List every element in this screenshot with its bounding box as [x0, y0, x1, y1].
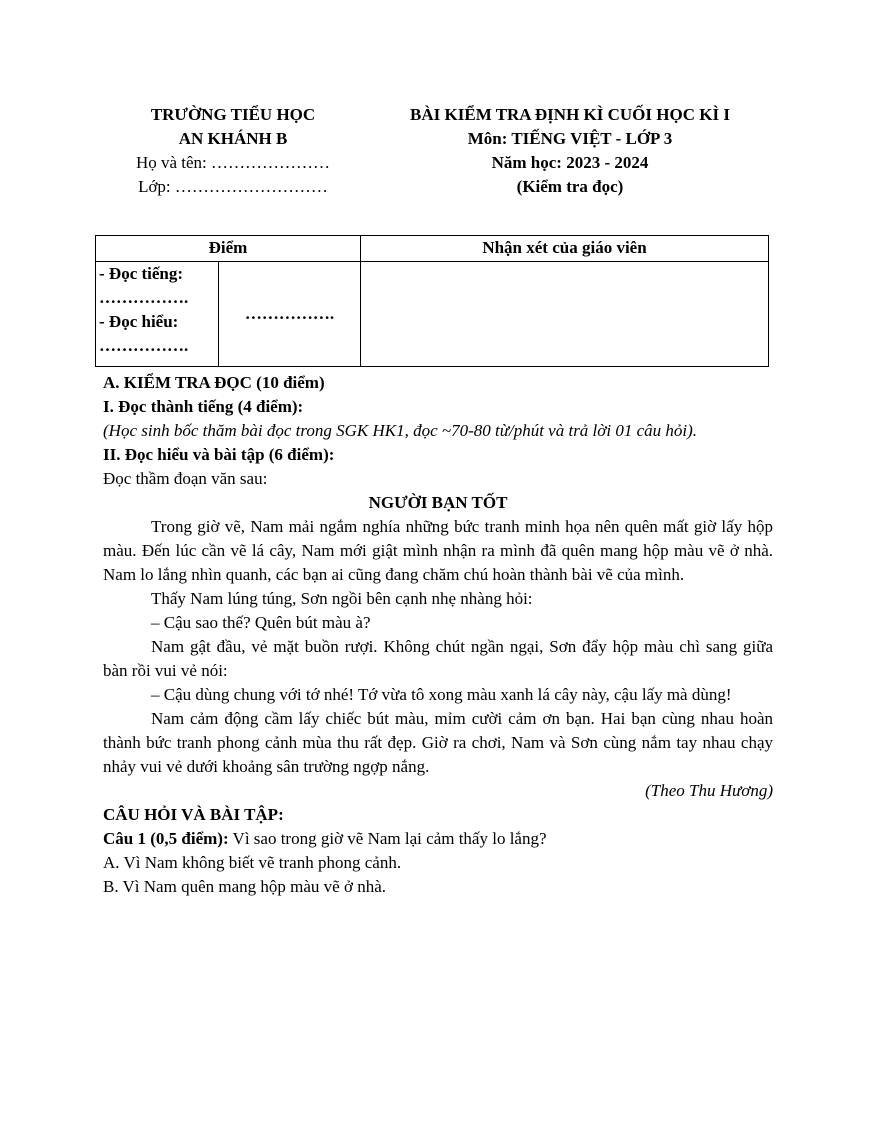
story-paragraph: – Cậu dùng chung với tớ nhé! Tớ vừa tô xong màu xanh lá cây này, cậu lấy mà dùng! — [151, 685, 732, 704]
score-column-header: Điểm — [96, 236, 361, 262]
student-class-field: Lớp: ……………………… — [138, 177, 328, 196]
exam-body — [103, 371, 773, 899]
story-paragraph: Nam gật đầu, vẻ mặt buồn rượi. Không chút ngần ngại, Sơn đẩy hộp màu chì sang giữa bàn rồi vui vẻ nói: — [103, 637, 773, 680]
total-score-blank: ……………. — [244, 304, 335, 323]
question-1-option-b: B. Vì Nam quên mang hộp màu vẽ ở nhà. — [103, 877, 386, 896]
student-name-field: Họ và tên: ………………… — [135, 153, 331, 172]
teacher-comment-cell — [361, 262, 769, 367]
reading-aloud-label: - Đọc tiếng: — [99, 264, 184, 283]
story-paragraph: Thấy Nam lúng túng, Sơn ngồi bên cạnh nhẹ nhàng hỏi: — [151, 589, 533, 608]
story-source: (Theo Thu Hương) — [645, 781, 773, 800]
part1-title: I. Đọc thành tiếng (4 điểm): — [103, 397, 304, 416]
exam-subject: Môn: TIẾNG VIỆT - LỚP 3 — [467, 129, 673, 148]
question-1 — [103, 827, 773, 851]
score-table — [95, 235, 769, 367]
reading-comprehension-score-blank: ……………. — [99, 336, 189, 355]
school-name-line1: TRƯỜNG TIỂU HỌC — [150, 105, 316, 124]
exam-type: (Kiểm tra đọc) — [516, 177, 624, 196]
exam-page — [99, 103, 773, 896]
question-1-text: Vì sao trong giờ vẽ Nam lại cảm thấy lo lắng? — [228, 829, 547, 848]
school-info — [103, 103, 363, 199]
story-title: NGƯỜI BẠN TỐT — [368, 493, 508, 512]
exam-header — [103, 103, 773, 211]
school-year: Năm học: 2023 - 2024 — [491, 153, 649, 172]
reading-comprehension-label: - Đọc hiểu: — [99, 312, 179, 331]
exam-title: BÀI KIỂM TRA ĐỊNH KÌ CUỐI HỌC KÌ I — [410, 105, 730, 124]
school-name-line2: AN KHÁNH B — [178, 129, 288, 148]
exam-info — [365, 103, 775, 199]
part2-instruction: Đọc thầm đoạn văn sau: — [103, 469, 268, 488]
part2-title: II. Đọc hiểu và bài tập (6 điểm): — [103, 445, 335, 464]
story-paragraph: Trong giờ vẽ, Nam mải ngắm nghía những bức tranh minh họa nên quên mất giờ lấy hộp màu. Đến lúc cần vẽ lá cây, Nam mới giật mình nhận ra mình đã quên mang hộp màu vẽ ở nhà. Nam lo lắng nhìn quanh, các bạn ai cũng đang chăm chú hoàn thành bài vẽ của mình. — [103, 517, 773, 584]
questions-title: CÂU HỎI VÀ BÀI TẬP: — [103, 805, 284, 824]
part1-note: (Học sinh bốc thăm bài đọc trong SGK HK1, đọc ~70-80 từ/phút và trả lời 01 câu hỏi). — [103, 421, 698, 440]
question-1-label: Câu 1 (0,5 điểm): — [103, 829, 229, 848]
section-a-title: A. KIỂM TRA ĐỌC (10 điểm) — [103, 373, 325, 392]
score-breakdown-cell — [96, 262, 219, 367]
comment-column-header: Nhận xét của giáo viên — [361, 236, 769, 262]
total-score-cell — [219, 262, 361, 367]
question-1-option-a: A. Vì Nam không biết vẽ tranh phong cảnh. — [103, 853, 402, 872]
story-paragraph: Nam cảm động cầm lấy chiếc bút màu, mỉm cười cảm ơn bạn. Hai bạn cùng nhau hoàn thành bức tranh phong cảnh mùa thu rất đẹp. Giờ ra chơi, Nam và Sơn cùng nắm tay nhau chạy nhảy vui vẻ dưới khoảng sân trường ngợp nắng. — [103, 709, 773, 776]
reading-aloud-score-blank: ……………. — [99, 288, 189, 307]
story-paragraph: – Cậu sao thế? Quên bút màu à? — [151, 613, 371, 632]
